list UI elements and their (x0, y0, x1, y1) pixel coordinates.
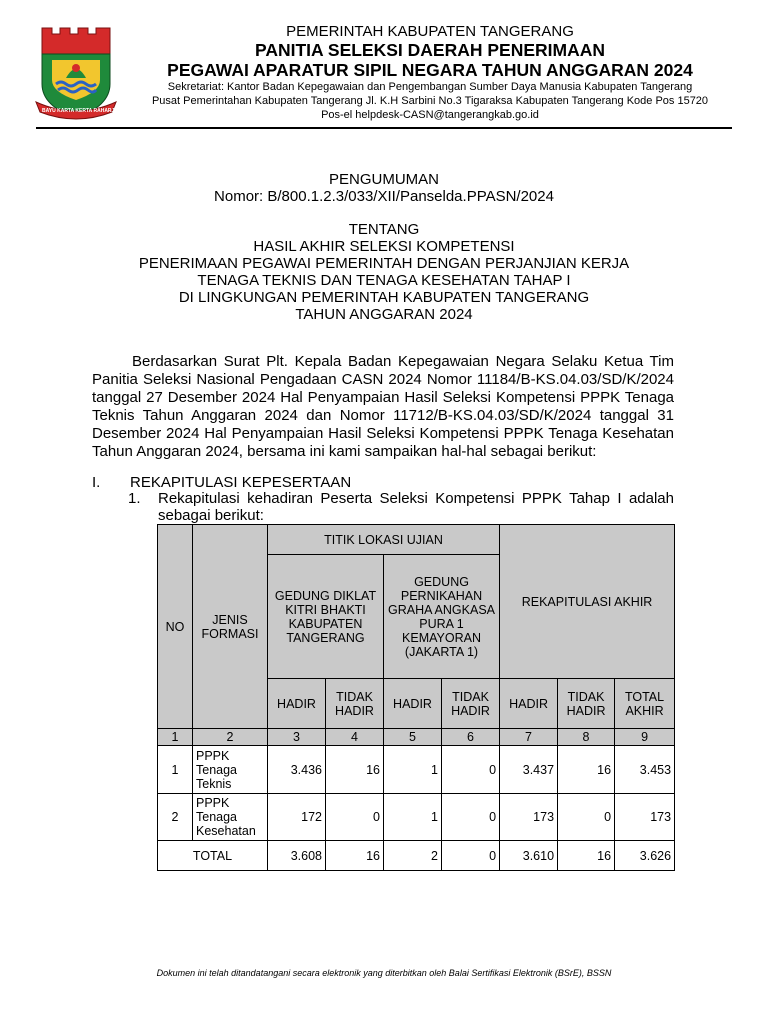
header-hadir: HADIR (384, 679, 442, 729)
total-label: TOTAL (158, 841, 268, 871)
title-line-1: HASIL AKHIR SELEKSI KOMPETENSI (253, 238, 515, 255)
cell-value: 16 (558, 746, 615, 794)
cell-value: 3.453 (615, 746, 675, 794)
cell-value: 173 (615, 794, 675, 841)
total-value: 2 (384, 841, 442, 871)
title-line-4: DI LINGKUNGAN PEMERINTAH KABUPATEN TANGERANG (178, 289, 590, 306)
item-number: 1. (128, 490, 141, 507)
header-jenis-formasi: JENIS FORMASI (193, 525, 268, 729)
email-line: Pos-el helpdesk-CASN@tangerangkab.go.id (321, 109, 539, 121)
section-number: I. (92, 474, 101, 491)
announcement-number: Nomor: B/800.1.2.3/033/XII/Panselda.PPASN/2024 (214, 188, 554, 205)
announcement-title (0, 171, 768, 323)
title-line-2: PENERIMAAN PEGAWAI PEMERINTAH DENGAN PERJANJIAN KERJA (138, 255, 630, 272)
total-row (158, 841, 675, 871)
column-index: 8 (558, 729, 615, 746)
header-tidak-hadir: TIDAK HADIR (442, 679, 500, 729)
column-index: 5 (384, 729, 442, 746)
row-jenis: PPPK Tenaga Kesehatan (193, 794, 268, 841)
total-value: 3.608 (268, 841, 326, 871)
title-line-3: TENAGA TEKNIS DAN TENAGA KESEHATAN TAHAP I (197, 272, 571, 289)
cell-value: 3.436 (268, 746, 326, 794)
cell-value: 0 (326, 794, 384, 841)
header-total-akhir: TOTAL AKHIR (615, 679, 675, 729)
table-row (158, 794, 675, 841)
cell-value: 0 (442, 794, 500, 841)
letterhead-rule (36, 127, 732, 129)
column-index: 3 (268, 729, 326, 746)
header-hadir: HADIR (500, 679, 558, 729)
table-row (158, 746, 675, 794)
column-index: 4 (326, 729, 384, 746)
column-index: 6 (442, 729, 500, 746)
total-value: 16 (326, 841, 384, 871)
header-titik-lokasi: TITIK LOKASI UJIAN (268, 525, 500, 555)
cell-value: 0 (558, 794, 615, 841)
header-rekapitulasi: REKAPITULASI AKHIR (500, 525, 675, 679)
total-value: 0 (442, 841, 500, 871)
column-index: 9 (615, 729, 675, 746)
header-tidak-hadir: TIDAK HADIR (558, 679, 615, 729)
address-line: Pusat Pemerintahan Kabupaten Tangerang Jl. K.H Sarbini No.3 Tigaraksa Kabupaten Tangerang Kode Pos 15720 (151, 95, 709, 107)
cell-value: 16 (326, 746, 384, 794)
header-tidak-hadir: TIDAK HADIR (326, 679, 384, 729)
total-value: 3.626 (615, 841, 675, 871)
item-text: Rekapitulasi kehadiran Peserta Seleksi Kompetensi PPPK Tahap I adalah sebagai berikut: (158, 490, 674, 524)
cell-value: 1 (384, 746, 442, 794)
column-index: 7 (500, 729, 558, 746)
cell-value: 3.437 (500, 746, 558, 794)
committee-name-2: PEGAWAI APARATUR SIPIL NEGARA TAHUN ANGGARAN 2024 (167, 60, 693, 80)
logo-motto: BAYU KARTA KERTA RAHARJA (42, 108, 118, 114)
total-value: 16 (558, 841, 615, 871)
column-index-row (158, 729, 675, 746)
about-label: TENTANG (348, 221, 420, 238)
government-name: PEMERINTAH KABUPATEN TANGERANG (286, 23, 574, 40)
body-paragraph (92, 353, 674, 461)
announcement-label: PENGUMUMAN (328, 171, 439, 188)
cell-value: 173 (500, 794, 558, 841)
row-jenis: PPPK Tenaga Teknis (193, 746, 268, 794)
column-index: 2 (193, 729, 268, 746)
paragraph-text: Berdasarkan Surat Plt. Kepala Badan Kepegawaian Negara Selaku Ketua Tim Panitia Seleksi Nasional Pengadaan CASN 2024 Nomor 11184/B-KS.04.03/SD/K/2024 tanggal 27 Desember 2024 Hal Penyampaian Hasil Seleksi Kompetensi PPPK Tenaga Teknis Tahun Anggaran 2024 dan Nomor 11712/B-KS.04.03/SD/K/2024 tanggal 31 Desember 2024 Hal Penyampaian Hasil Seleksi Kompetensi PPPK Tenaga Kesehatan Tahun Anggaran 2024, bersama ini kami sampaikan hal-hal sebagai berikut: (92, 353, 674, 460)
title-line-5: TAHUN ANGGARAN 2024 (295, 306, 473, 323)
row-no: 1 (158, 746, 193, 794)
header-no: NO (158, 525, 193, 729)
header-location-1: GEDUNG DIKLAT KITRI BHAKTI KABUPATEN TANGERANG (268, 555, 384, 679)
cell-value: 1 (384, 794, 442, 841)
committee-name: PANITIA SELEKSI DAERAH PENERIMAAN (254, 40, 606, 60)
esignature-footer: Dokumen ini telah ditandatangani secara elektronik yang diterbitkan oleh Balai Sertifikasi Elektronik (BSrE), BSSN (156, 968, 612, 978)
column-index: 1 (158, 729, 193, 746)
secretariat-line: Sekretariat: Kantor Badan Kepegawaian dan Pengembangan Sumber Daya Manusia Kabupaten Tangerang (167, 81, 693, 93)
row-no: 2 (158, 794, 193, 841)
total-value: 3.610 (500, 841, 558, 871)
cell-value: 0 (442, 746, 500, 794)
recap-table (157, 524, 675, 871)
header-hadir: HADIR (268, 679, 326, 729)
cell-value: 172 (268, 794, 326, 841)
regency-logo (34, 24, 118, 124)
section-title: REKAPITULASI KEPESERTAAN (130, 474, 352, 491)
letterhead (130, 24, 730, 122)
list-item (128, 490, 674, 524)
header-location-2: GEDUNG PERNIKAHAN GRAHA ANGKASA PURA 1 KEMAYORAN (JAKARTA 1) (384, 555, 500, 679)
